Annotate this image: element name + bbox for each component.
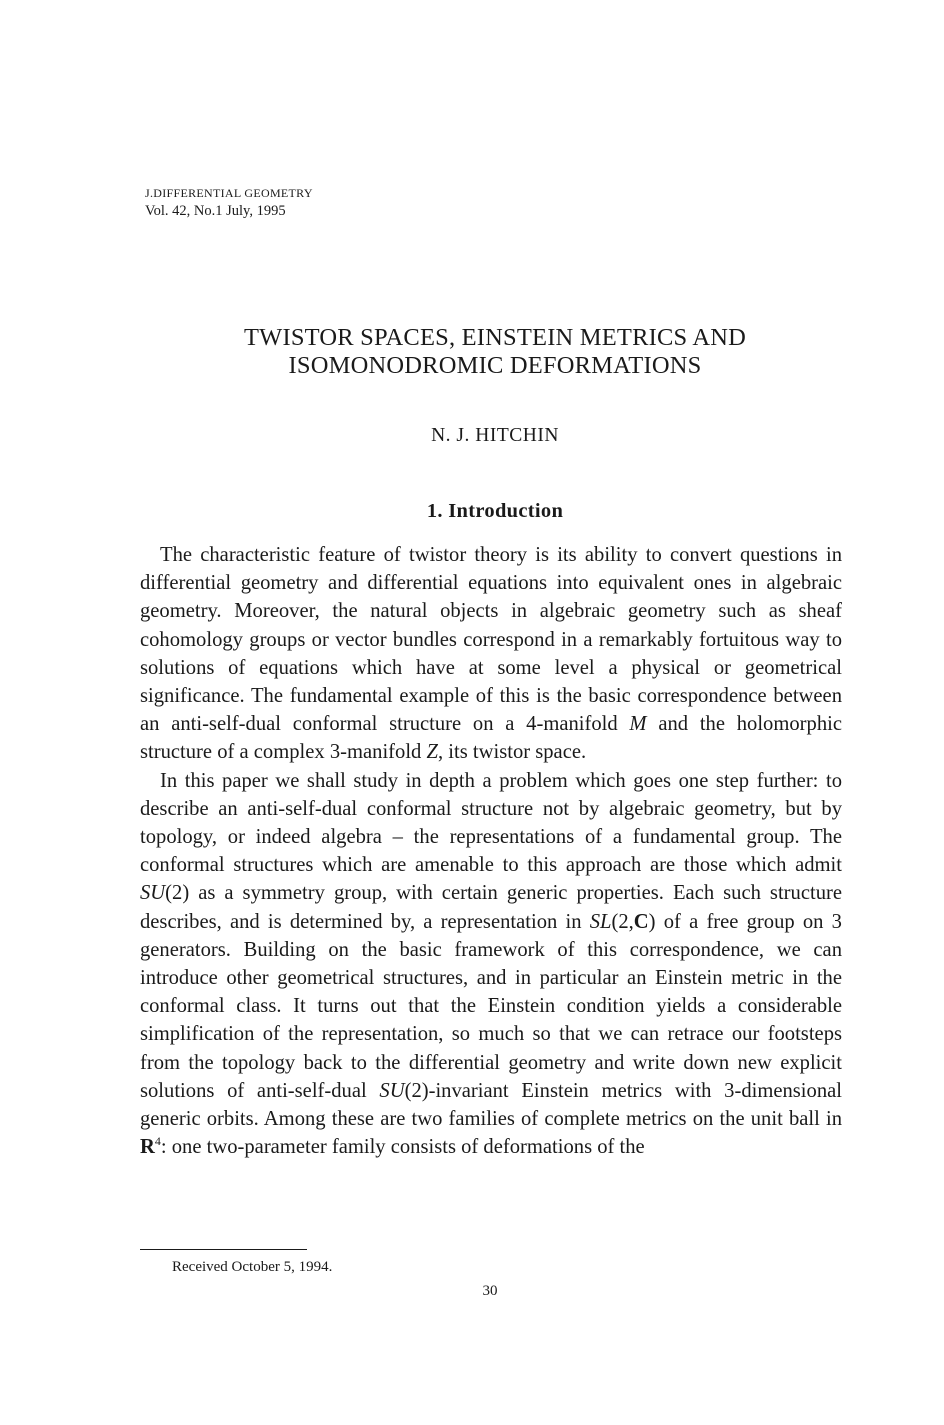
journal-header [145, 184, 313, 221]
footnote-received: Received October 5, 1994. [172, 1259, 333, 1275]
p2-math-SU-2: SU [379, 1079, 405, 1102]
body-text [140, 541, 842, 1161]
section-heading [145, 500, 845, 523]
p2-math-R: R [140, 1136, 155, 1159]
page-number: 30 [482, 1283, 498, 1299]
author-name: N. J. HITCHIN [431, 425, 559, 446]
p2-text-4: ) of a free group on 3 generators. Building on the basic framework of this correspondence, we can introduce other geometrical structures, and in particular an Einstein metric in the conformal class. It turns out that the Einstein condition yields a considerable simplification of the representation, so much so that we can retrace our footsteps from the topology back to the differential geometry and write down new explicit solutions of anti-self-dual [140, 910, 842, 1102]
p2-superscript-4: 4 [154, 1134, 161, 1149]
p1-text-3: , its twistor space. [437, 741, 587, 764]
section-title: Introduction [448, 500, 564, 522]
paragraph-1 [140, 541, 842, 767]
p1-math-Z: Z [426, 741, 438, 764]
p2-text-2: (2) as a symmetry group, with certain generic properties. Each such structure describes, and is determined by, a representation in [140, 882, 842, 933]
p2-text-5: (2)-invariant Einstein metrics with 3-dimensional generic orbits. Among these are two families of complete metrics on the unit ball in [140, 1079, 842, 1131]
journal-volume: Vol. 42, No.1 July, 1995 [145, 203, 286, 219]
paragraph-2 [140, 767, 842, 1162]
paper-title [145, 324, 845, 380]
p1-text-1: The characteristic feature of twistor theory is its ability to convert questions in differential geometry and differential equations into equivalent ones in algebraic geometry. Moreover, the natural objects in algebraic geometry such as sheaf cohomology groups or vector bundles correspond in a remarkably fortuitous way to solutions of equations which have at some level a physical or geometrical significance. The fundamental example of this is the basic correspondence between an anti-self-dual conformal structure on a 4-manifold [140, 544, 842, 736]
p1-math-M: M [629, 713, 647, 736]
p2-text-1: In this paper we shall study in depth a problem which goes one step further: to describe an anti-self-dual conformal structure not by algebraic geometry, but by topology, or indeed algebra – the representations of a fundamental group. The conformal structures which are amenable to this approach are those which admit [140, 769, 842, 877]
p2-math-C: C [633, 910, 649, 933]
paper-title-line-1: TWISTOR SPACES, EINSTEIN METRICS AND [243, 324, 747, 351]
p2-text-3: (2, [611, 910, 634, 933]
p2-text-6: : one two-parameter family consists of deformations of the [160, 1136, 645, 1159]
p2-math-SU-1: SU [140, 882, 166, 905]
section-number: 1. [426, 500, 443, 522]
p1-text-2: and the holomorphic structure of a complex 3-manifold [140, 713, 842, 764]
paper-title-line-2: ISOMONODROMIC DEFORMATIONS [288, 352, 702, 379]
p2-math-SL: SL [589, 910, 612, 933]
footnote-rule [140, 1249, 307, 1250]
journal-name: J.DIFFERENTIAL GEOMETRY [145, 186, 313, 200]
